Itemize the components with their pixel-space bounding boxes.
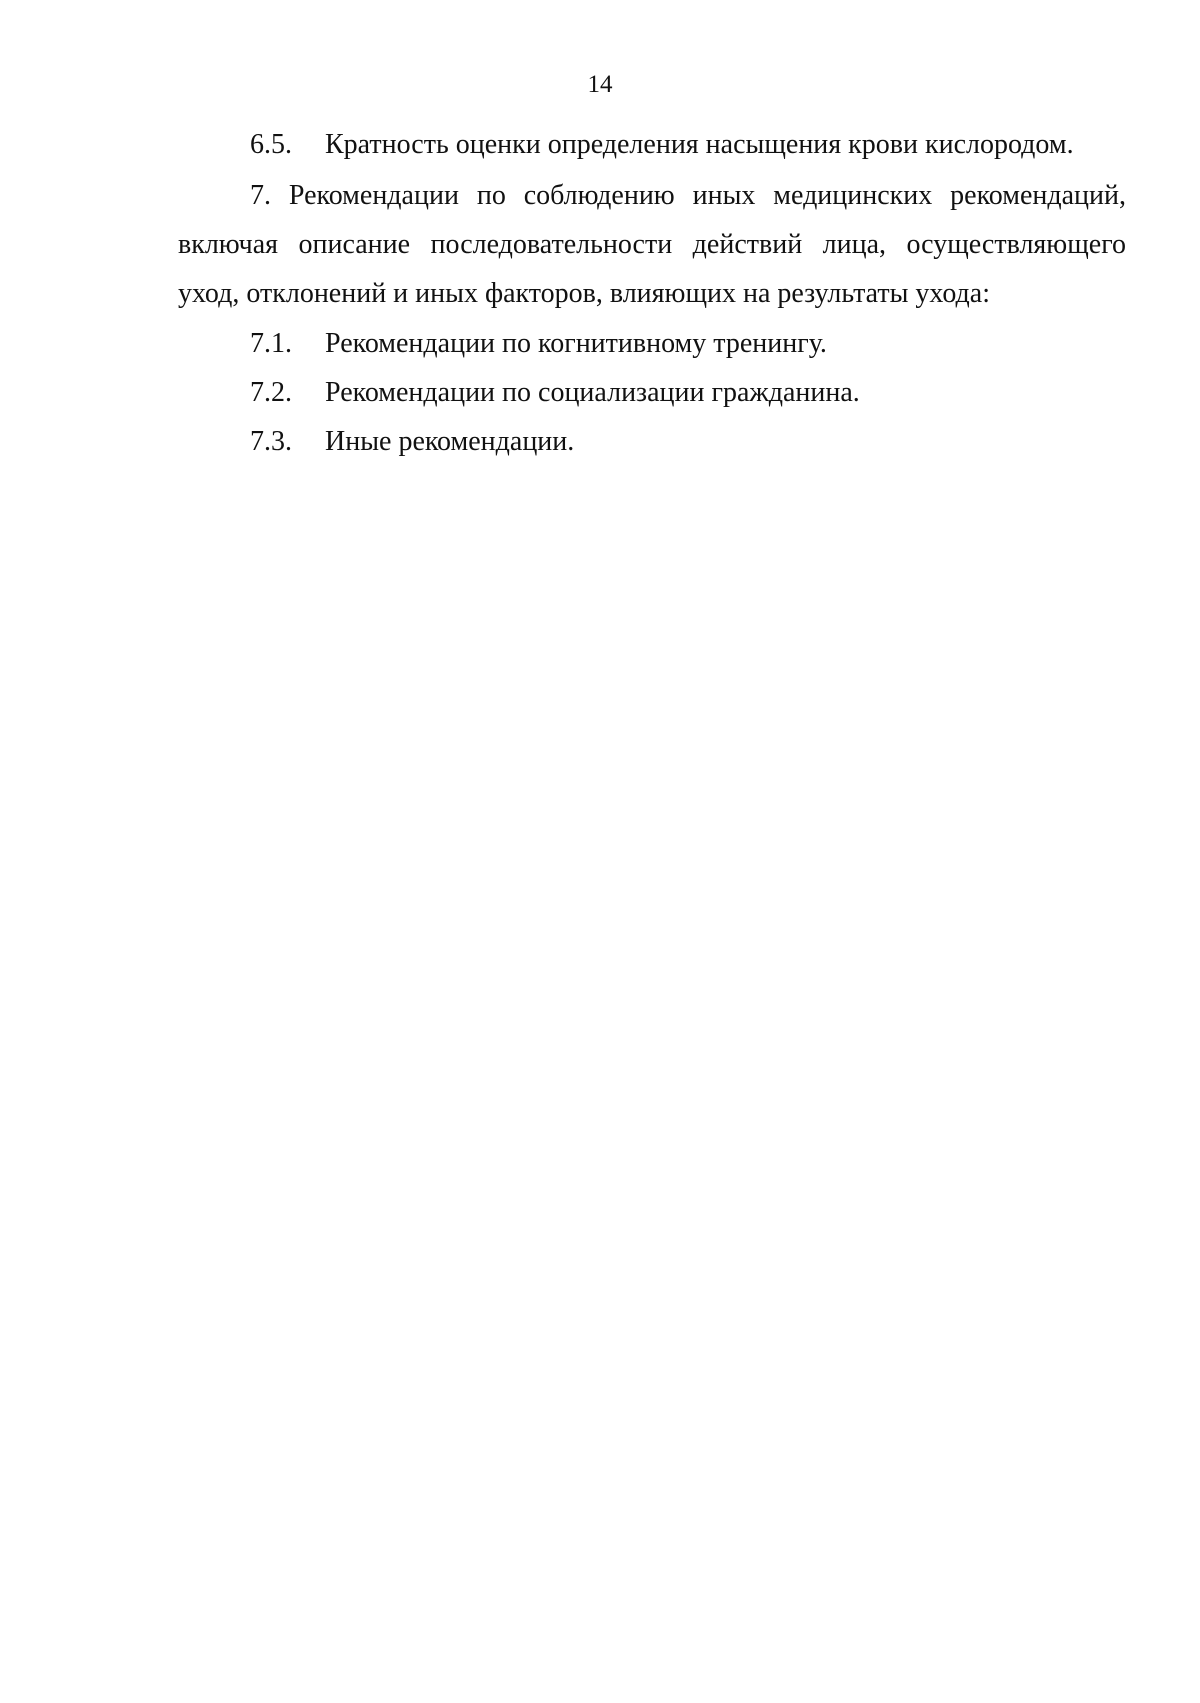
item-7-1 (250, 326, 827, 362)
item-7-2 (250, 375, 860, 411)
item-text: Рекомендации по социализации гражданина. (325, 377, 860, 408)
section-7-line-2: включая описание последовательности действий лица, осуществляющего (178, 229, 1126, 260)
item-text: Кратность оценки определения насыщения крови кислородом. (325, 129, 1074, 160)
item-7-3 (250, 424, 574, 460)
item-6-5 (250, 127, 1074, 163)
item-number: 7.3. (250, 426, 292, 457)
section-7-line-3: уход, отклонений и иных факторов, влияющих на результаты ухода: (178, 278, 990, 309)
page-number: 14 (587, 71, 613, 98)
item-number: 6.5. (250, 129, 292, 160)
item-text: Рекомендации по когнитивному тренингу. (325, 328, 827, 359)
item-number: 7.2. (250, 377, 292, 408)
item-number: 7.1. (250, 328, 292, 359)
item-text: Иные рекомендации. (325, 426, 575, 457)
section-7-line-1: 7. Рекомендации по соблюдению иных медицинских рекомендаций, (250, 180, 1126, 211)
